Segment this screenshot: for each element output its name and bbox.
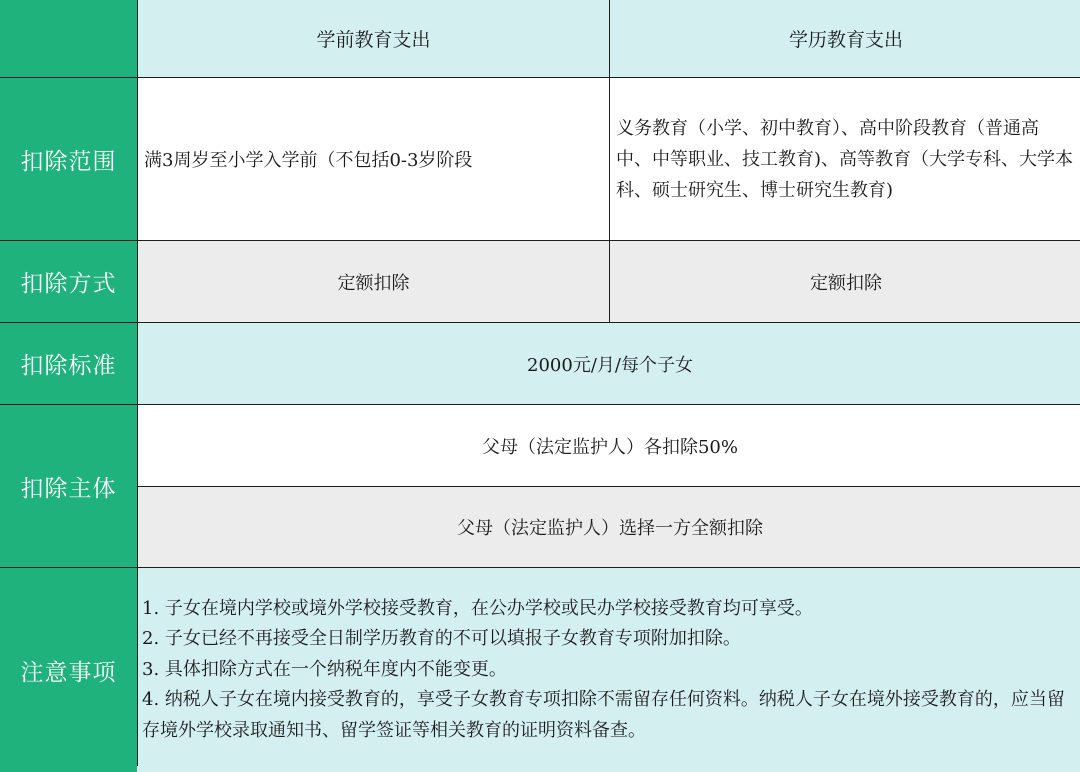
standard-value: 2000元/月/每个子女: [138, 323, 1080, 404]
scope-academic: 义务教育（小学、初中教育）、高中阶段教育（普通高中、中等职业、技工教育)、高等教育（大学专科、大学本科、硕士研究生、博士研究生教育): [610, 78, 1080, 240]
row-label-subject: 扣除主体: [0, 405, 137, 567]
row-label-standard: 扣除标准: [0, 323, 137, 404]
row-label-method: 扣除方式: [0, 241, 137, 322]
table-corner: [0, 0, 137, 77]
notes-list: [138, 568, 1080, 772]
note-item: 2. 子女已经不再接受全日制学历教育的不可以填报子女教育专项附加扣除。: [142, 628, 741, 650]
note-item: 1. 子女在境内学校或境外学校接受教育，在公办学校或民办学校接受教育均可享受。: [142, 597, 813, 619]
header-academic: 学历教育支出: [610, 0, 1080, 77]
subject-option-split: 父母（法定监护人）各扣除50%: [138, 405, 1080, 486]
header-preschool: 学前教育支出: [138, 0, 609, 77]
note-item: 4. 纳税人子女在境内接受教育的，享受子女教育专项扣除不需留存任何资料。纳税人子女在境外接受教育的，应当留存境外学校录取通知书、留学签证等相关教育的证明资料备查。: [142, 689, 1065, 741]
subject-option-full: 父母（法定监护人）选择一方全额扣除: [138, 487, 1080, 567]
row-label-scope: 扣除范围: [0, 78, 137, 240]
note-item: 3. 具体扣除方式在一个纳税年度内不能变更。: [142, 658, 507, 680]
row-label-notes: 注意事项: [0, 568, 137, 772]
scope-preschool: 满3周岁至小学入学前（不包括0-3岁阶段: [138, 78, 609, 240]
method-academic: 定额扣除: [610, 241, 1080, 322]
method-preschool: 定额扣除: [138, 241, 609, 322]
